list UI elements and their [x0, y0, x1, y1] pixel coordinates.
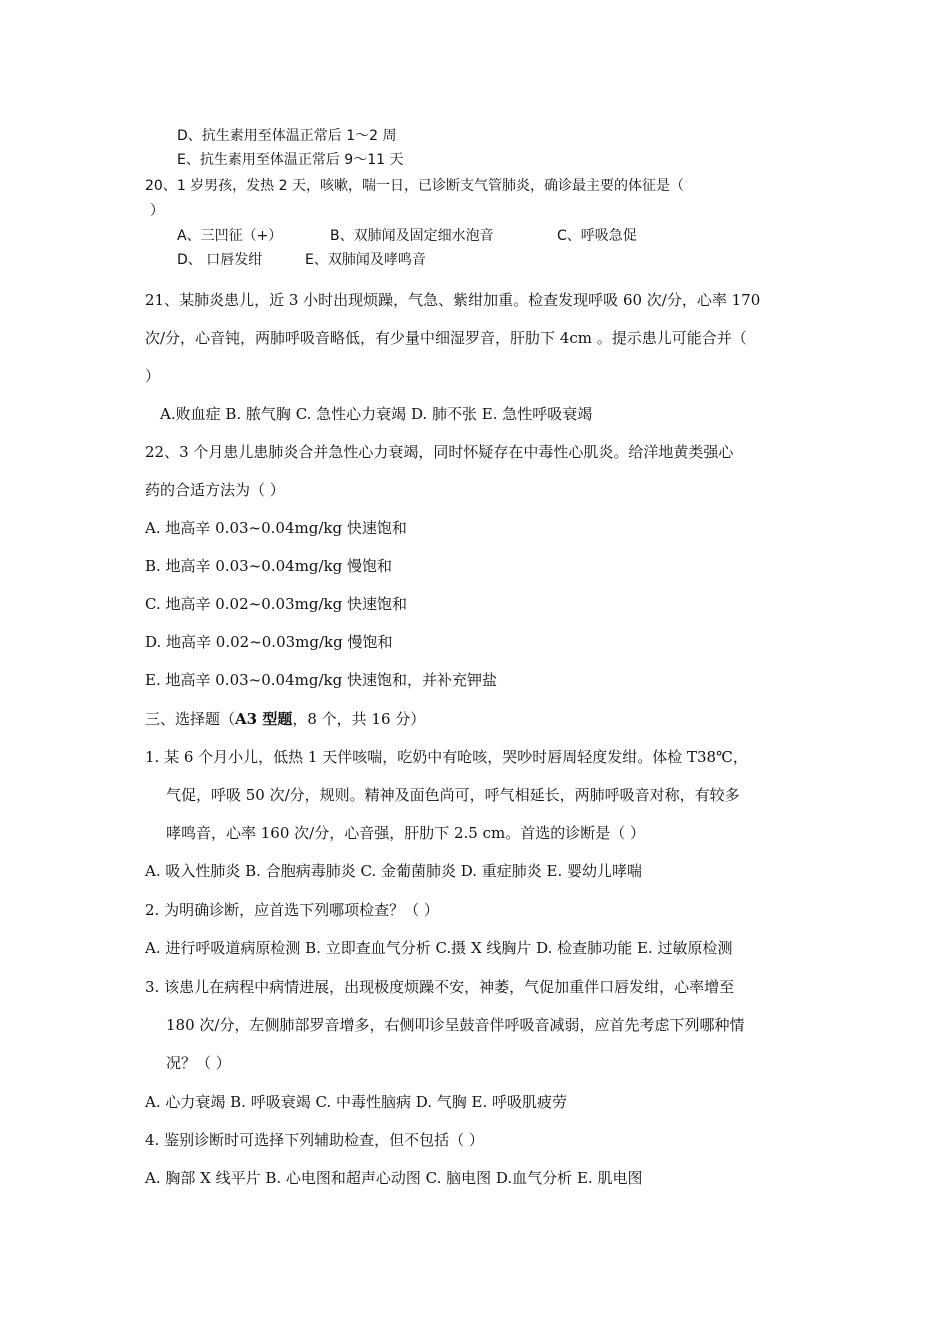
a3-q1-options: A. 吸入性肺炎 B. 合胞病毒肺炎 C. 金葡菌肺炎 D. 重症肺炎 E. 婴幼儿哮喘: [145, 862, 642, 880]
a3-q1-line2: 气促，呼吸 50 次/分，规则。精神及面色尚可，呼气相延长，两肺呼吸音对称，有较多: [166, 786, 740, 804]
a3-q3-options: A. 心力衰竭 B. 呼吸衰竭 C. 中毒性脑病 D. 气胸 E. 呼吸肌疲劳: [145, 1093, 567, 1111]
a3-q1-line1: 1. 某 6 个月小儿，低热 1 天伴咳喘，吃奶中有呛咳，哭吵时唇周轻度发绀。体检 T38℃，: [145, 748, 748, 766]
a3-q3-line1: 3. 该患儿在病程中病情进展，出现极度烦躁不安，神萎，气促加重伴口唇发绀，心率增至: [145, 978, 735, 996]
a3-q2-stem: 2. 为明确诊断，应首选下列哪项检查？（ ）: [145, 901, 439, 919]
q19-option-e: E、抗生素用至体温正常后 9～11 天: [177, 152, 404, 168]
q22-stem-line1: 22、3 个月患儿患肺炎合并急性心力衰竭，同时怀疑存在中毒性心肌炎。给洋地黄类强心: [145, 443, 734, 461]
q19-option-d: D、抗生素用至体温正常后 1～2 周: [177, 128, 397, 144]
a3-q4-stem: 4. 鉴别诊断时可选择下列辅助检查，但不包括（ ）: [145, 1131, 484, 1149]
a3-q2-options: A. 进行呼吸道病原检测 B. 立即查血气分析 C.摄 X 线胸片 D. 检查肺功能 E. 过敏原检测: [145, 939, 733, 957]
q20-option-c: C、呼吸急促: [557, 228, 637, 244]
section-3-heading: 三、选择题（A3 型题，8 个，共 16 分）: [145, 710, 426, 728]
q22-stem-line2: 药的合适方法为（ ）: [145, 481, 285, 499]
q20-option-b: B、双肺闻及固定细水泡音: [330, 228, 494, 244]
a3-q3-line2: 180 次/分，左侧肺部罗音增多，右侧叩诊呈鼓音伴呼吸音减弱，应首先考虑下列哪种情: [166, 1016, 745, 1034]
a3-q3-line3: 况？（ ）: [166, 1054, 231, 1072]
q21-options: A.败血症 B. 脓气胸 C. 急性心力衰竭 D. 肺不张 E. 急性呼吸衰竭: [160, 405, 593, 423]
q22-option-a: A. 地高辛 0.03~0.04mg/kg 快速饱和: [145, 519, 407, 537]
q21-stem-line3: ）: [145, 367, 161, 385]
q22-option-b: B. 地高辛 0.03~0.04mg/kg 慢饱和: [145, 557, 393, 575]
q22-option-e: E. 地高辛 0.03~0.04mg/kg 快速饱和，并补充钾盐: [145, 671, 497, 689]
q20-option-d: D、 口唇发绀: [177, 252, 263, 268]
q22-option-d: D. 地高辛 0.02~0.03mg/kg 慢饱和: [145, 633, 393, 651]
q20-stem-line1: 20、1 岁男孩，发热 2 天，咳嗽，喘一日，已诊断支气管肺炎，确诊最主要的体征是（: [145, 178, 684, 194]
a3-q4-options: A. 胸部 X 线平片 B. 心电图和超声心动图 C. 脑电图 D.血气分析 E. 肌电图: [145, 1169, 643, 1187]
q21-stem-line2: 次/分，心音钝，两肺呼吸音略低，有少量中细湿罗音，肝肋下 4cm 。提示患儿可能合并（: [145, 329, 747, 347]
q21-stem-line1: 21、某肺炎患儿，近 3 小时出现烦躁，气急、紫绀加重。检查发现呼吸 60 次/分，心率 170: [145, 291, 761, 309]
a3-q1-line3: 哮鸣音，心率 160 次/分，心音强，肝肋下 2.5 cm。首选的诊断是（ ）: [166, 824, 646, 842]
q20-option-a: A、三凹征（+）: [177, 228, 283, 244]
q20-stem-line2: ）: [150, 203, 164, 219]
q22-option-c: C. 地高辛 0.02~0.03mg/kg 快速饱和: [145, 595, 407, 613]
q20-option-e: E、双肺闻及哮鸣音: [305, 252, 426, 268]
